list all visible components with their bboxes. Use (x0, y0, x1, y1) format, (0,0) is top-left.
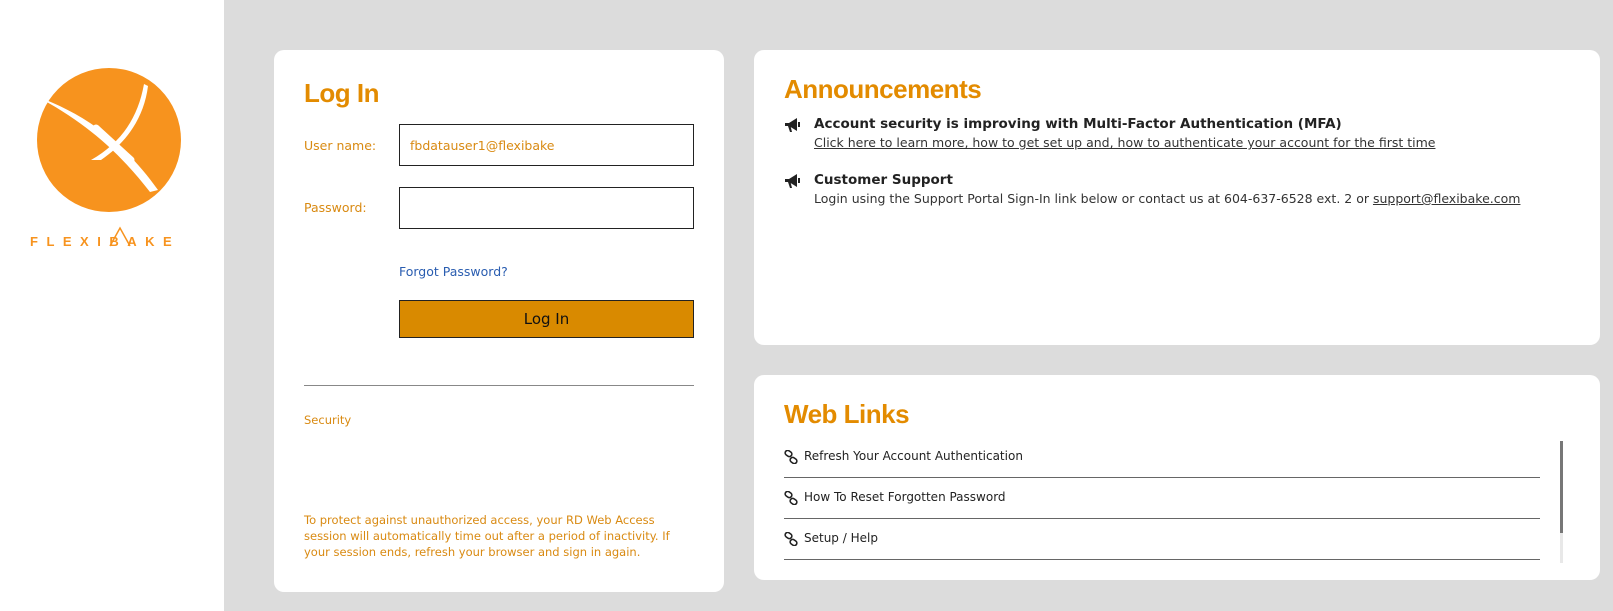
web-links-scrollbar-thumb[interactable] (1560, 441, 1563, 533)
flexibake-logo (26, 68, 192, 258)
login-card (274, 50, 724, 592)
login-title: Log In (304, 78, 379, 108)
link-icon (784, 491, 798, 505)
web-link-label[interactable]: Setup / Help (804, 531, 878, 545)
announcement-body (814, 135, 1435, 150)
brand-wordmark: FLEXIBAKE (30, 234, 181, 249)
password-input[interactable] (399, 187, 694, 229)
announcement-body (814, 191, 1520, 206)
megaphone-icon (784, 117, 802, 133)
web-links-card (754, 375, 1600, 580)
login-button[interactable]: Log In (399, 300, 694, 338)
announcements-card (754, 50, 1600, 345)
security-notice: To protect against unauthorized access, your RD Web Access session will automatically time out after a period of inactivity. If your session ends, refresh your browser and sign in again. (304, 513, 670, 559)
link-icon (784, 450, 798, 464)
brand-panel (0, 0, 224, 611)
announcements-title: Announcements (784, 74, 982, 104)
web-link-row[interactable] (784, 437, 1540, 478)
username-label: User name: (304, 138, 377, 153)
security-label: Security (304, 413, 352, 427)
link-icon (784, 532, 798, 546)
web-link-row[interactable] (784, 519, 1540, 560)
announcement-heading: Account security is improving with Multi-Factor Authentication (MFA) (814, 116, 1342, 132)
megaphone-icon (784, 173, 802, 189)
mfa-learn-more-link[interactable]: Click here to learn more, how to get set up and, how to authenticate your account for the first time (814, 135, 1436, 150)
forgot-password-link[interactable]: Forgot Password? (399, 264, 508, 279)
web-links-list (784, 437, 1540, 560)
support-email-link[interactable]: support@flexibake.com (1372, 191, 1521, 206)
username-input[interactable] (399, 124, 694, 166)
web-links-title: Web Links (784, 399, 910, 429)
web-link-label[interactable]: How To Reset Forgotten Password (804, 490, 1006, 504)
login-divider (304, 385, 694, 386)
support-contact-text: Login using the Support Portal Sign-In link below or contact us at 604-637-6528 ext. 2 or (814, 191, 1373, 206)
announcement-heading: Customer Support (814, 172, 953, 188)
password-label: Password: (304, 200, 367, 215)
web-link-label[interactable]: Refresh Your Account Authentication (804, 449, 1023, 463)
web-link-row[interactable] (784, 478, 1540, 519)
